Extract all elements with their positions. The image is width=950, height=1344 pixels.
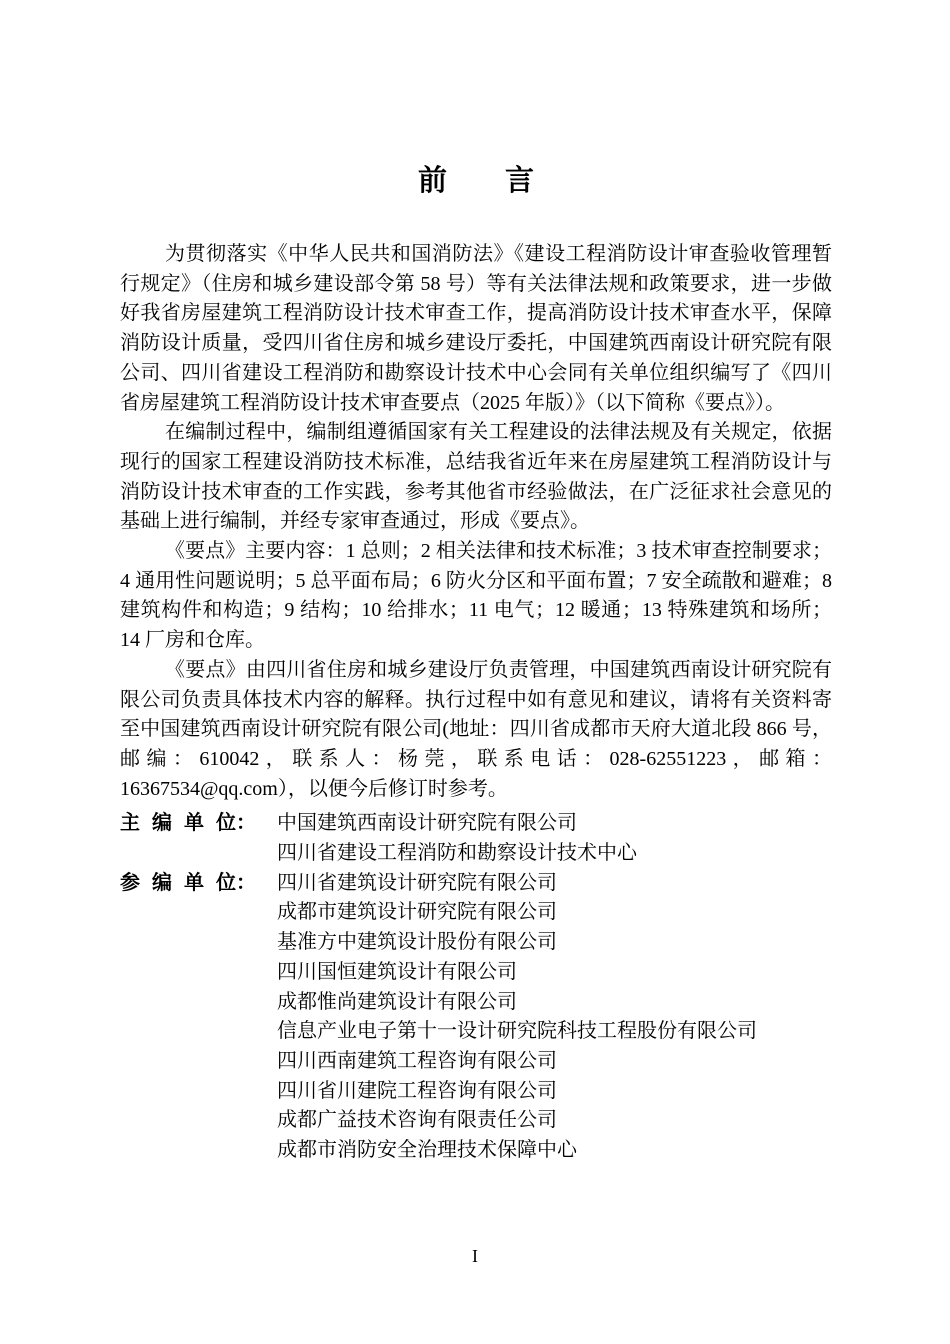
chief-editor-label: 主 编 单 位： [120, 812, 256, 835]
label-spacer [120, 928, 277, 958]
co-editor-label: 参 编 单 位： [120, 871, 256, 894]
preface-title: 前 言 [417, 165, 534, 197]
co-editor-row [120, 869, 832, 899]
preface-paragraph-2: 在编制过程中，编制组遵循国家有关工程建设的法律法规及有关规定，依据现行的国家工程建设消防技术标准，总结我省近年来在房屋建筑工程消防设计与消防设计技术审查的工作实践，参考其他省市经验做法，在广泛征求社会意见的基础上进行编制，并经专家审查通过，形成《要点》。 [120, 421, 832, 533]
label-spacer [120, 988, 277, 1018]
preface-paragraph-4: 《要点》由四川省住房和城乡建设厅负责管理，中国建筑西南设计研究院有限公司负责具体技术内容的解释。执行过程中如有意见和建议，请将有关资料寄至中国建筑西南设计研究院有限公司(地址：四川省成都市天府大道北段 866 号，邮编：610042，联系人：杨莞，联系电话：028-62551223，邮箱：16367534@qq.com），以便今后修订时参考。 [120, 658, 832, 800]
co-editor-row [120, 988, 832, 1018]
org-name: 四川省川建院工程咨询有限公司 [277, 1079, 557, 1102]
page-number: I [472, 1246, 478, 1266]
co-editor-row [120, 958, 832, 988]
label-spacer [120, 839, 277, 869]
co-editor-row [120, 1077, 832, 1107]
label-spacer [120, 1047, 277, 1077]
label-spacer [120, 958, 277, 988]
preface-paragraph-1: 为贯彻落实《中华人民共和国消防法》《建设工程消防设计审查验收管理暂行规定》（住房和城乡建设部令第 58 号）等有关法律法规和政策要求，进一步做好我省房屋建筑工程消防设计技术审查工作，提高消防设计技术审查水平，保障消防设计质量，受四川省住房和城乡建设厅委托，中国建筑西南设计研究院有限公司、四川省建设工程消防和勘察设计技术中心会同有关单位组织编写了《四川省房屋建筑工程消防设计技术审查要点（2025 年版）》（以下简称《要点》）。 [120, 243, 832, 414]
org-name: 成都惟尚建筑设计有限公司 [277, 990, 517, 1013]
org-name: 成都广益技术咨询有限责任公司 [277, 1109, 557, 1132]
co-editor-row [120, 1017, 832, 1047]
co-editor-row [120, 1106, 832, 1136]
org-name: 信息产业电子第十一设计研究院科技工程股份有限公司 [277, 1020, 757, 1043]
editor-units [120, 809, 832, 1165]
chief-editor-row [120, 839, 832, 869]
org-name: 四川西南建筑工程咨询有限公司 [277, 1049, 557, 1072]
org-name: 基准方中建筑设计股份有限公司 [277, 931, 557, 954]
co-editor-row [120, 1136, 832, 1166]
org-name: 四川省建筑设计研究院有限公司 [277, 871, 557, 894]
org-name: 四川省建设工程消防和勘察设计技术中心 [277, 842, 637, 865]
org-name: 四川国恒建筑设计有限公司 [277, 960, 517, 983]
co-editor-row [120, 1047, 832, 1077]
org-name: 成都市消防安全治理技术保障中心 [277, 1139, 577, 1162]
chief-editor-row [120, 809, 832, 839]
label-spacer [120, 1136, 277, 1166]
label-spacer [120, 898, 277, 928]
org-name: 成都市建筑设计研究院有限公司 [277, 901, 557, 924]
org-name: 中国建筑西南设计研究院有限公司 [277, 812, 577, 835]
label-spacer [120, 1106, 277, 1136]
co-editor-row [120, 928, 832, 958]
preface-paragraph-3: 《要点》主要内容：1 总则；2 相关法律和技术标准；3 技术审查控制要求；4 通用性问题说明；5 总平面布局；6 防火分区和平面布置；7 安全疏散和避难；8 建筑构件和构造；9 结构；10 给排水；11 电气；12 暖通；13 特殊建筑和场所；14 厂房和仓库。 [120, 540, 832, 652]
label-spacer [120, 1077, 277, 1107]
co-editor-row [120, 898, 832, 928]
label-spacer [120, 1017, 277, 1047]
